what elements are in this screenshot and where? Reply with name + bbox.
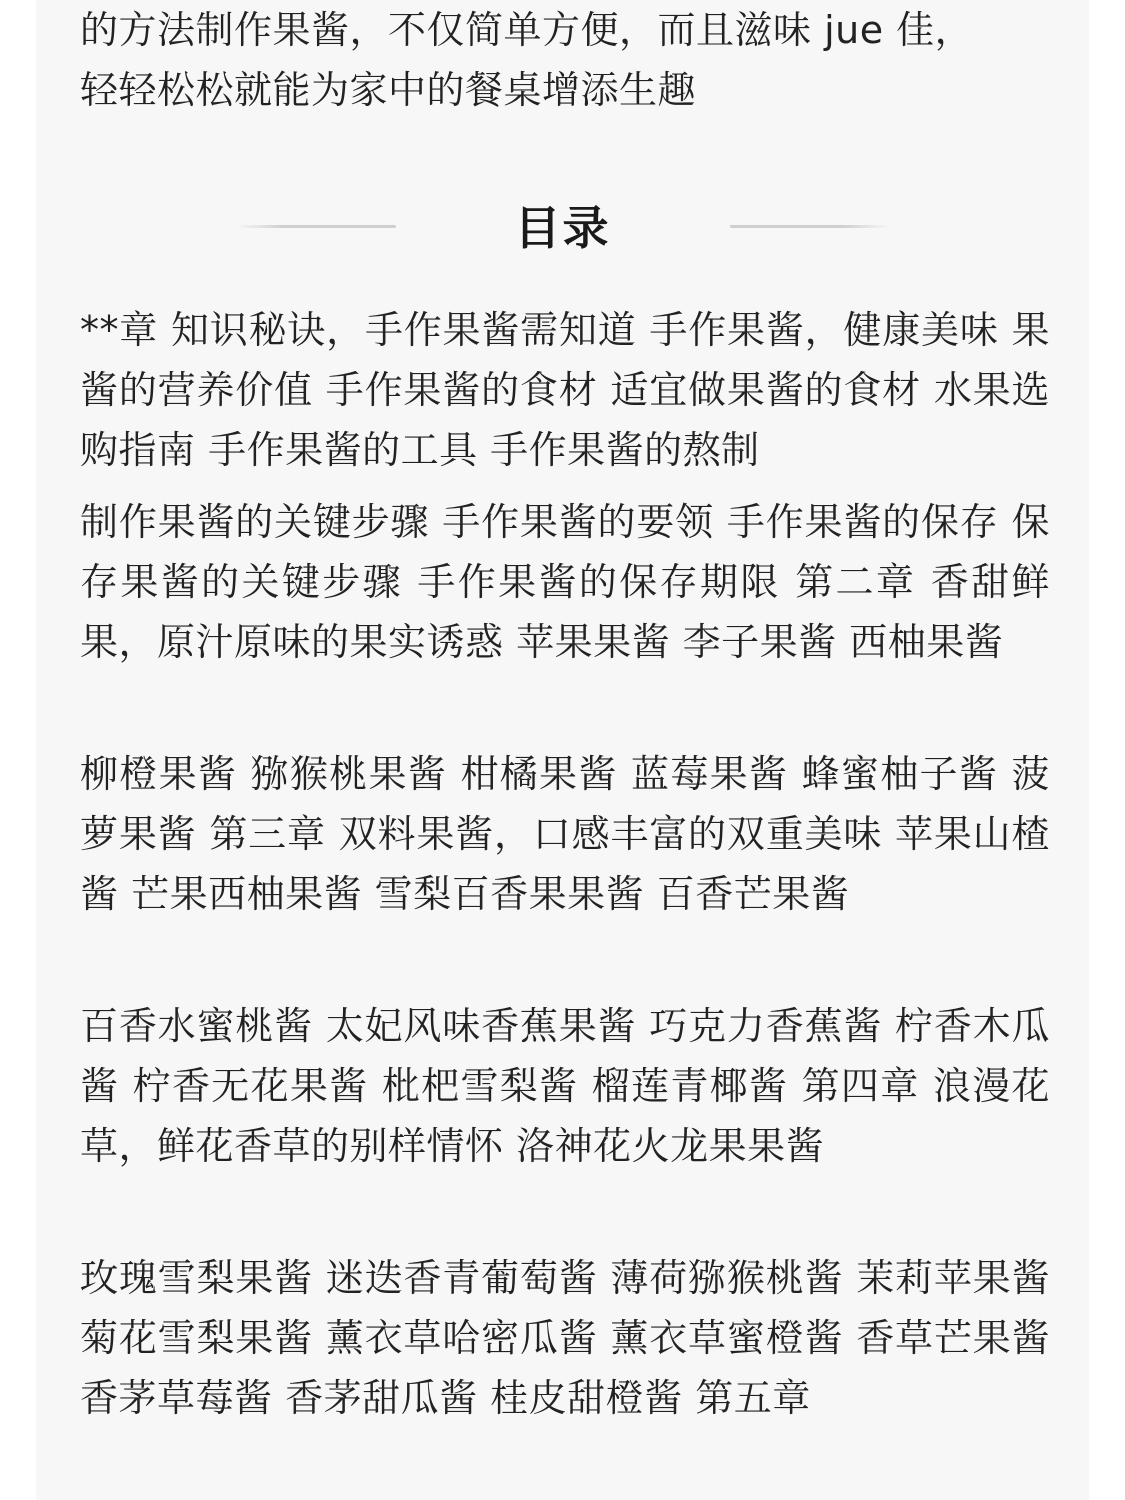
intro-line-1: 的方法制作果酱，不仅简单方便，而且滋味 jue 佳， xyxy=(80,8,974,52)
toc-paragraph-1: **章 知识秘诀，手作果酱需知道 手作果酱，健康美味 果酱的营养价值 手作果酱的食材 适宜做果酱的食材 水果选购指南 手作果酱的工具 手作果酱的熬制 xyxy=(80,308,1050,472)
toc-paragraph-2: 制作果酱的关键步骤 手作果酱的要领 手作果酱的保存 保存果酱的关键步骤 手作果酱的保存期限 第二章 香甜鲜果，原汁原味的果实诱惑 苹果果酱 李子果酱 西柚果酱 xyxy=(80,500,1050,664)
intro-paragraph xyxy=(80,0,1050,120)
divider-right xyxy=(730,225,890,228)
intro-line-2: 轻轻松松就能为家中的餐桌增添生趣 xyxy=(80,68,697,112)
article-card xyxy=(36,0,1089,1500)
toc-title: 目录 xyxy=(514,201,611,255)
toc-paragraph-4: 百香水蜜桃酱 太妃风味香蕉果酱 巧克力香蕉酱 柠香木瓜酱 柠香无花果酱 枇杷雪梨酱 榴莲青椰酱 第四章 浪漫花草，鲜花香草的别样情怀 洛神花火龙果果酱 xyxy=(80,1004,1050,1168)
toc-heading xyxy=(36,196,1089,260)
toc-paragraph-3: 柳橙果酱 猕猴桃果酱 柑橘果酱 蓝莓果酱 蜂蜜柚子酱 菠萝果酱 第三章 双料果酱，口感丰富的双重美味 苹果山楂酱 芒果西柚果酱 雪梨百香果果酱 百香芒果酱 xyxy=(80,752,1050,916)
toc-paragraph-5: 玫瑰雪梨果酱 迷迭香青葡萄酱 薄荷猕猴桃酱 茉莉苹果酱 菊花雪梨果酱 薰衣草哈密瓜酱 薰衣草蜜橙酱 香草芒果酱 香茅草莓酱 香茅甜瓜酱 桂皮甜橙酱 第五章 xyxy=(80,1256,1050,1420)
